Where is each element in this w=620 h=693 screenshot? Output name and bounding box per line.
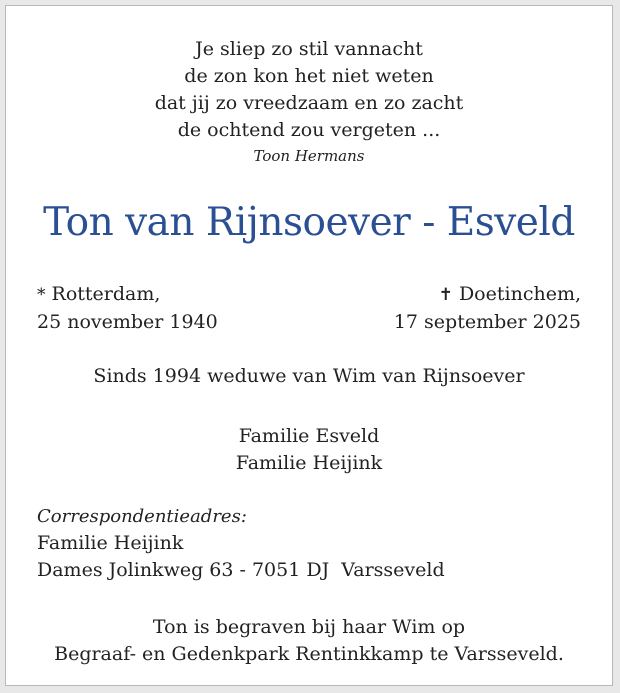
death-place-row xyxy=(394,281,581,309)
correspondence-address xyxy=(37,503,445,584)
birth-place-row xyxy=(37,281,218,309)
obituary-card xyxy=(5,5,613,686)
birth-place: Rotterdam, xyxy=(51,283,161,305)
asterisk-icon: * xyxy=(37,285,46,305)
correspondence-label: Correspondentieadres: xyxy=(37,506,247,527)
cross-icon: ✝ xyxy=(438,285,453,305)
deceased-name: Ton van Rijnsoever - Esveld xyxy=(43,200,575,245)
poem-line: de ochtend zou vergeten ... xyxy=(177,119,441,141)
burial-notice xyxy=(6,614,612,668)
poem-author: Toon Hermans xyxy=(253,147,365,165)
family-list xyxy=(6,423,612,477)
correspondence-line: Dames Jolinkweg 63 - 7051 DJ Varsseveld xyxy=(37,559,445,581)
birth-date: 25 november 1940 xyxy=(37,311,218,333)
poem xyxy=(6,36,612,166)
poem-line: dat jij zo vreedzaam en zo zacht xyxy=(154,92,464,114)
widow-text: Sinds 1994 weduwe van Wim van Rijnsoever xyxy=(93,365,525,387)
poem-line: de zon kon het niet weten xyxy=(184,65,434,87)
correspondence-line: Familie Heijink xyxy=(37,532,184,554)
birth-info xyxy=(37,281,218,336)
burial-line: Begraaf- en Gedenkpark Rentinkkamp te Varsseveld. xyxy=(54,643,564,665)
family-name: Familie Heijink xyxy=(235,452,383,474)
death-place: Doetinchem, xyxy=(458,283,581,305)
poem-line: Je sliep zo stil vannacht xyxy=(195,38,423,60)
death-info xyxy=(394,281,581,336)
family-name: Familie Esveld xyxy=(238,425,380,447)
death-date: 17 september 2025 xyxy=(393,311,581,333)
burial-line: Ton is begraven bij haar Wim op xyxy=(152,616,466,638)
